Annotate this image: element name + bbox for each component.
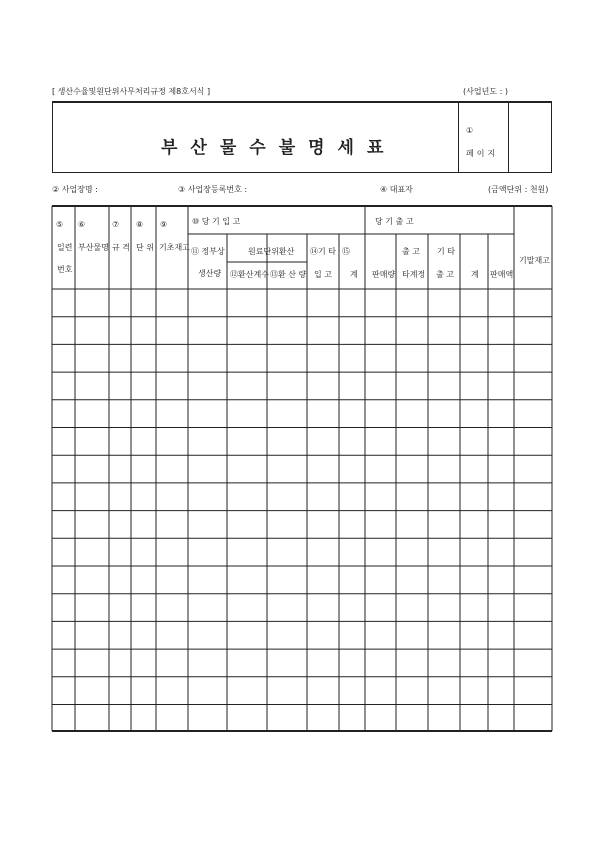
registration-number-field[interactable]: ③ 사업장등록번호 : (178, 185, 248, 194)
page-title: 부산물수불명세표 (161, 138, 397, 158)
col-outgoing-total-header: 계 (471, 270, 479, 279)
col-serial-header-2: 번호 (57, 265, 73, 274)
page-number-field[interactable]: 페이지 (466, 149, 499, 158)
col-conversion-factor-header: ⑫환산계수 (230, 270, 269, 279)
col-closing-stock-header: 기말재고 (519, 256, 550, 265)
col-transfer-header-1: 출 고 (402, 247, 420, 256)
col-opening-marker: ⑨ (160, 220, 168, 229)
col-product-header: 부산물명 (78, 243, 109, 252)
conversion-group-header: 원료단위환산 (248, 247, 295, 256)
col-product-marker: ⑥ (78, 220, 86, 229)
form-basis-label: [ 생산수율및원단위사무처리규정 제8호서식 ] (52, 87, 211, 96)
col-other-outgoing-header-1: 기 타 (437, 247, 455, 256)
col-gov-production-header-2: 생산량 (198, 269, 222, 278)
col-unit-header: 단 위 (136, 243, 154, 252)
amount-unit-label: (금액단위 : 천원) (488, 185, 549, 194)
outgoing-group-header: 당 기 출 고 (375, 217, 414, 226)
business-year-field[interactable]: (사업년도 : ) (463, 87, 508, 96)
col-incoming-total-header: 계 (350, 270, 358, 279)
col-converted-amount-header: ⑬환 산 량 (270, 270, 307, 279)
incoming-group-header: ⑩ 당 기 입 고 (192, 217, 241, 226)
col-other-outgoing-header-2: 출 고 (436, 270, 454, 279)
col-spec-marker: ⑦ (112, 220, 120, 229)
page-number-marker: ① (466, 126, 474, 135)
col-sales-qty-header: 판매량 (372, 270, 396, 279)
col-unit-marker: ⑧ (136, 220, 144, 229)
col-spec-header: 규 격 (112, 243, 130, 252)
representative-field[interactable]: ④ 대표자 (380, 185, 413, 194)
col-other-incoming-header-1: ⑭기 타 (310, 247, 336, 256)
workplace-name-field[interactable]: ② 사업장명 : (52, 185, 98, 194)
col-incoming-total-marker: ⑮ (342, 247, 350, 256)
col-serial-header-1: 일련 (57, 243, 73, 252)
col-sales-amount-header: 판매액 (490, 270, 514, 279)
col-serial-marker: ⑤ (56, 220, 64, 229)
col-gov-production-header-1: ⑪ 정부상 (191, 247, 225, 256)
col-other-incoming-header-2: 입 고 (314, 270, 332, 279)
col-transfer-header-2: 타계정 (402, 270, 426, 279)
col-opening-header: 기초재고 (159, 243, 190, 252)
